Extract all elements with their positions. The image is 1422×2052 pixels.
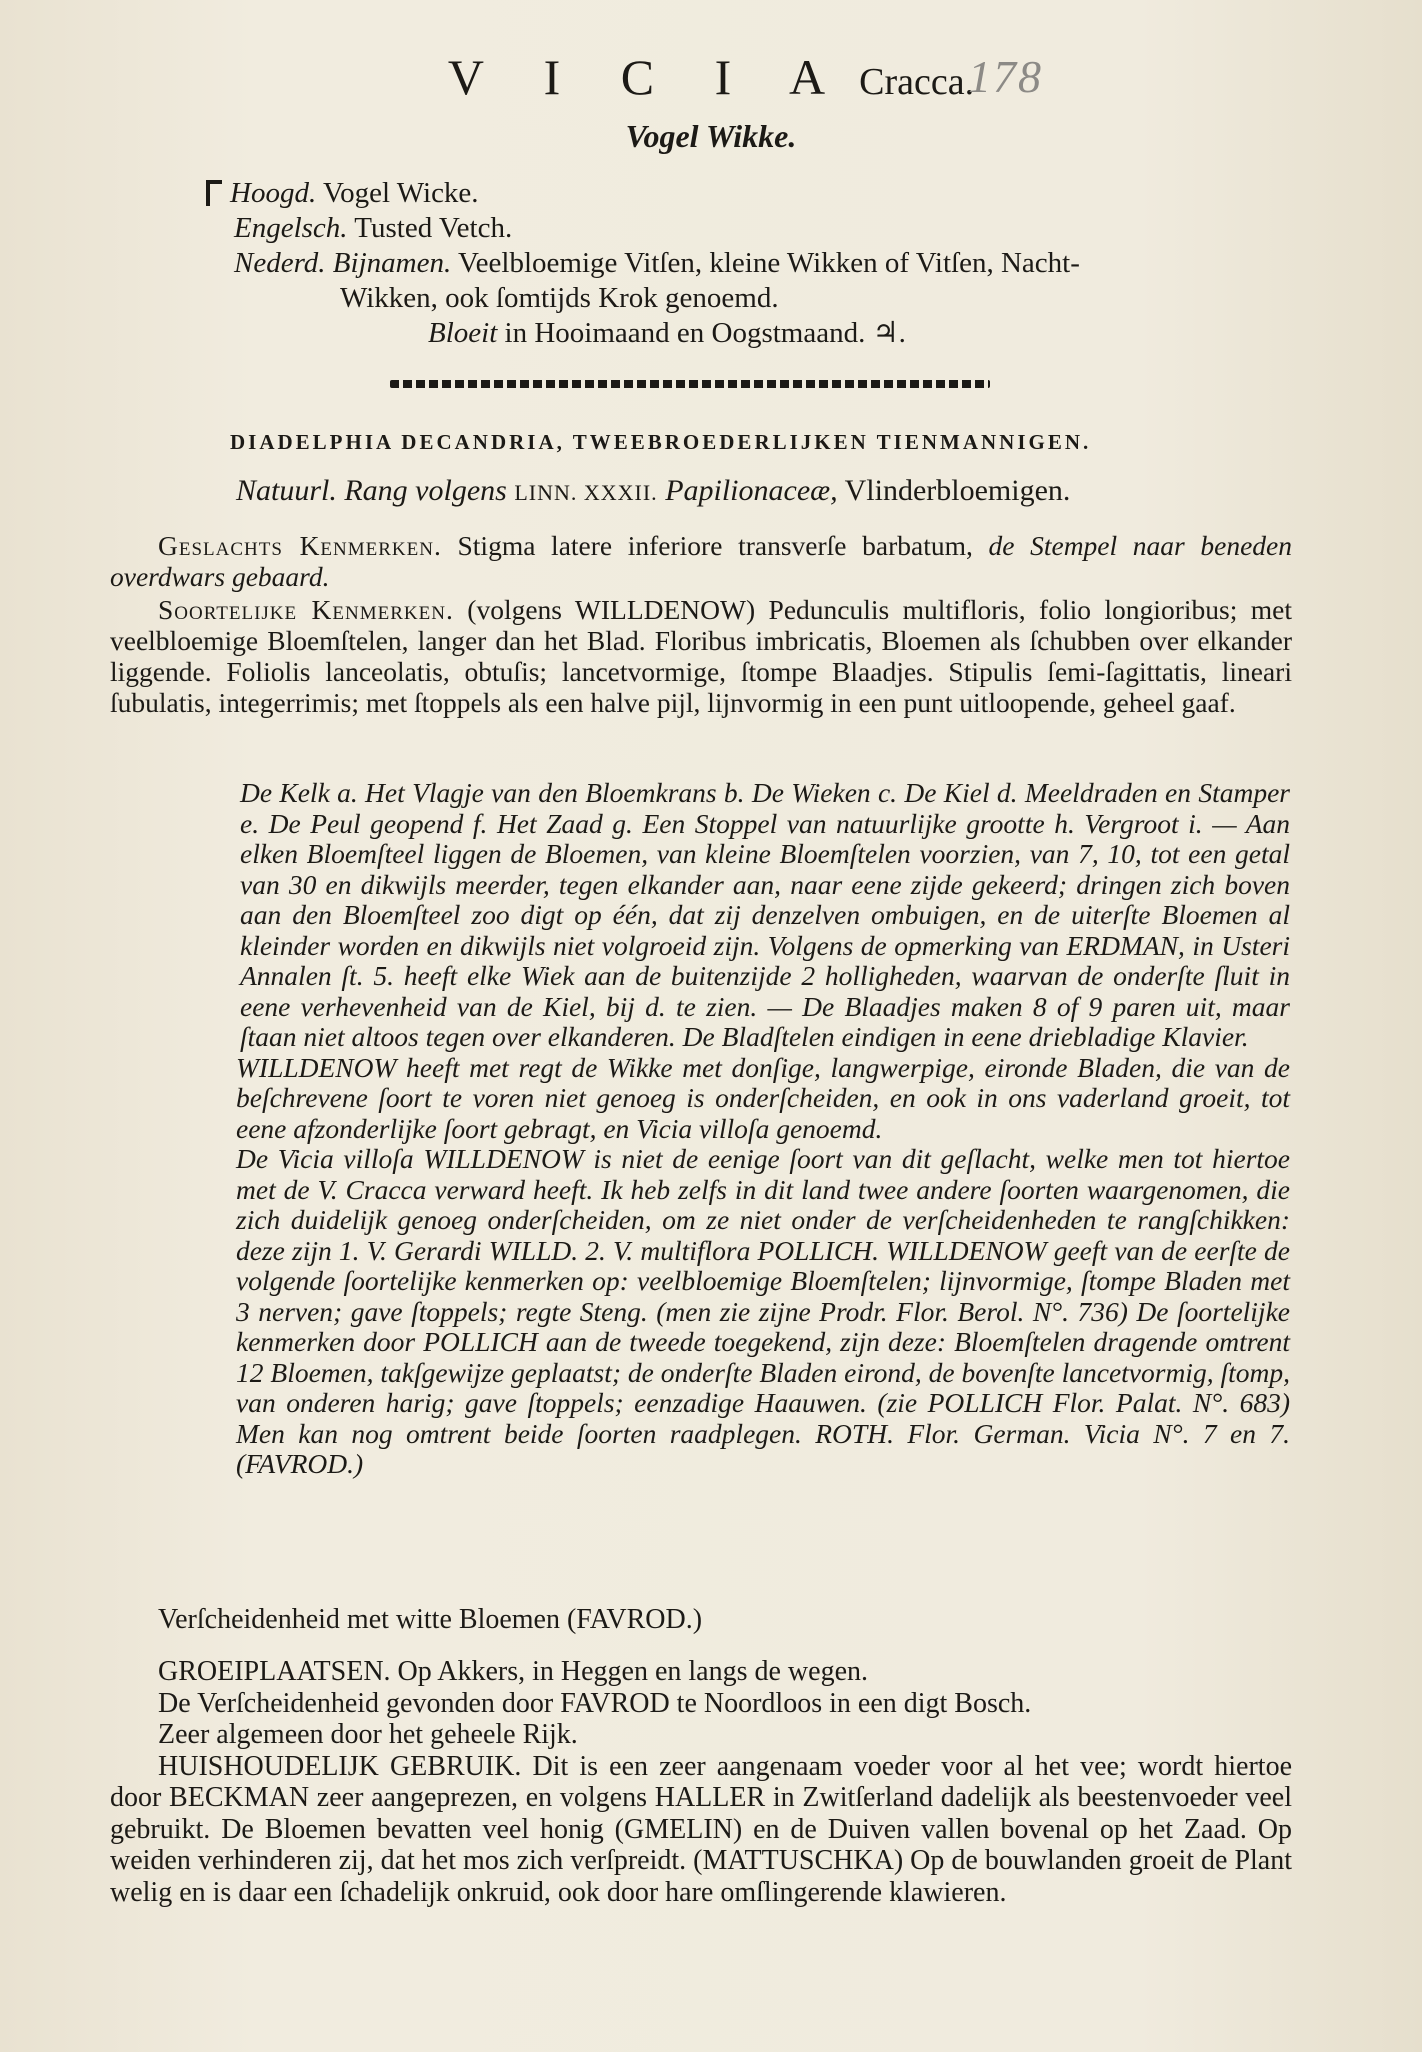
bloei-row [206, 316, 1316, 351]
nederd-row-cont [206, 281, 1316, 316]
description-para-1: De Kelk a. Het Vlagje van den Bloemkrans b. De Wieken c. De Kiel d. Meeldraden en Stamper e. De Peul geopend f. Het Zaad g. Een Stoppel van natuurlijke grootte h. Vergroot i. — Aan elken Bloemſteel liggen de Bloemen, van kleine Bloemſtelen voorzien, van 7, 10, tot een getal van 30 en dikwijls meerder, tegen elkander aan, naar eene zijde gekeerd; dringen zich boven aan den Bloemſteel zoo digt op één, dat zij denzelven ombuigen, en de uiterſte Bloemen al kleinder worden en dikwijls niet volgroeid zijn. Volgens de opmerking van ERDMAN, in Usteri Annalen ſt. 5. heeft elke Wiek aan de buitenzijde 2 holligheden, waarvan de onderſte ſluit in eene verhevenheid van de Kiel, bij d. te zien. — De Blaadjes maken 8 of 9 paren uit, maar ſtaan niet altoos tegen over elkanderen. De Bladſtelen eindigen in eene driebladige Klavier. [240, 777, 1290, 1052]
geslachts-latin: Stigma latere inferiore transverſe barbatum, [457, 530, 973, 561]
engelsch-row [206, 211, 1316, 246]
nat-linn: LINN. XXXII. [514, 480, 658, 505]
groeiplaatsen-3: Zeer algemeen door het geheele Rijk. [158, 1719, 578, 1750]
groeiplaatsen-2: De Verſcheidenheid gevonden door FAVROD te Noordloos in een digt Bosch. [158, 1687, 1032, 1719]
bracket-mark [206, 180, 222, 206]
ornamental-rule [390, 380, 990, 388]
variety-text: Verſcheidenheid met witte Bloemen (FAVROD.) [158, 1604, 703, 1635]
linnaean-class: DIADELPHIA DECANDRIA, TWEEBROEDERLIJKEN TIENMANNIGEN. [230, 430, 1092, 454]
geslachts-label: Geslachts Kenmerken. [158, 530, 442, 561]
soortelijke-label: Soortelijke Kenmerken. [158, 594, 454, 625]
nat-prefix: Natuurl. Rang volgens [236, 474, 507, 507]
natural-order [236, 474, 1070, 508]
bloei-value: in Hooimaand en Oogstmaand. ♃. [504, 317, 906, 349]
groeiplaatsen-1: GROEIPLAATSEN. Op Akkers, in Heggen en langs de wegen. [158, 1656, 868, 1687]
common-name: Vogel Wikke. [625, 118, 797, 154]
bloei-label: Bloeit [428, 317, 498, 349]
nederd-label: Nederd. Bijnamen. [234, 247, 452, 279]
engelsch-value: Tusted Vetch. [354, 212, 513, 244]
page-title [0, 48, 1422, 106]
habitat-block [110, 1656, 1292, 1908]
nederd-row [206, 246, 1316, 281]
generic-characters [110, 530, 1292, 718]
description-block [236, 777, 1290, 1480]
description-para-3: De Vicia villoſa WILLDENOW is niet de eenige ſoort van dit geſlacht, welke men tot hiertoe met de V. Cracca verward heeft. Ik heb zelfs in dit land twee andere ſoorten waargenomen, die zich duidelijk genoeg onderſcheiden, om ze niet onder de verſcheidenheden te rangſchikken: deze zijn 1. V. Gerardi WILLD. 2. V. multiflora POLLICH. WILLDENOW geeft van de eerſte de volgende ſoortelijke kenmerken op: veelbloemige Bloemſtelen; lijnvormige, ſtompe Bladen met 3 nerven; gave ſtoppels; regte Steng. (men zie zijne Prodr. Flor. Berol. N°. 736) De ſoortelijke kenmerken door POLLICH aan de tweede toegekend, zijn deze: Bloemſtelen dragende omtrent 12 Bloemen, takſgewijze geplaatst; de onderſte Bladen eirond, de bovenſte lancetvormig, ſtomp, van onderen harig; gave ſtoppels; eenzadige Haauwen. (zie POLLICH Flor. Palat. N°. 683) Men kan nog omtrent beide ſoorten raadplegen. ROTH. Flor. German. Vicia N°. 7 en 7. (FAVROD.) [236, 1143, 1290, 1479]
soortelijke-text: (volgens WILLDENOW) Pedunculis multifloris, folio longioribus; met veelbloemige Bloemſtelen, langer dan het Blad. Floribus imbricatis, Bloemen als ſchubben over elkander liggende. Foliolis lanceolatis, obtuſis; lancetvormige, ſtompe Blaadjes. Stipulis ſemi-ſagittatis, lineari ſubulatis, integerrimis; met ſtoppels als een halve pijl, lijnvormig in een punt uitloopende, geheel gaaf. [110, 594, 1293, 718]
engelsch-label: Engelsch. [234, 212, 348, 244]
nederd-value-2: Wikken, ook ſomtijds Krok genoemd. [340, 282, 779, 314]
geslachts-dutch: de Stempel naar beneden overdwars gebaard. [110, 530, 1292, 592]
hoogd-row [206, 176, 1316, 211]
huishoudelijk-text: HUISHOUDELIJK GEBRUIK. Dit is een zeer aangenaam voeder voor al het vee; wordt hiertoe door BECKMAN zeer aangeprezen, en volgens HALLER in Zwitſerland dadelijk als beestenvoeder veel gebruikt. De Bloemen bevatten veel honig (GMELIN) en de Duiven vallen bovenal op het Zaad. Op weiden verhinderen zij, dat het mos zich verſpreidt. (MATTUSCHKA) Op de bouwlanden groeit de Plant welig en is daar een ſchadelijk onkruid, ook door hare omſlingerende klawieren. [110, 1750, 1292, 1908]
hoogd-label: Hoogd. [230, 177, 317, 209]
nederd-value-1: Veelbloemige Vitſen, kleine Wikken of Vitſen, Nacht- [457, 247, 1080, 279]
description-para-2: WILLDENOW heeft met regt de Wikke met donſige, langwerpige, eironde Bladen, die van de beſchrevene ſoort te voren niet genoeg is onderſcheiden, en ook in ons vaderland groeit, tot eene afzonderlijke ſoort gebragt, en Vicia villoſa genoemd. [236, 1051, 1290, 1144]
nat-dutch: Vlinderbloemigen. [844, 474, 1071, 507]
handwritten-page-number: 178 [968, 51, 1043, 102]
hoogd-value: Vogel Wicke. [322, 177, 479, 209]
genus-name: V I C I A [447, 49, 850, 105]
variety-line [110, 1604, 1292, 1636]
vernacular-names [206, 176, 1316, 351]
nat-family: Papilionaceæ, [665, 474, 838, 507]
species-name: Cracca. [859, 61, 975, 103]
